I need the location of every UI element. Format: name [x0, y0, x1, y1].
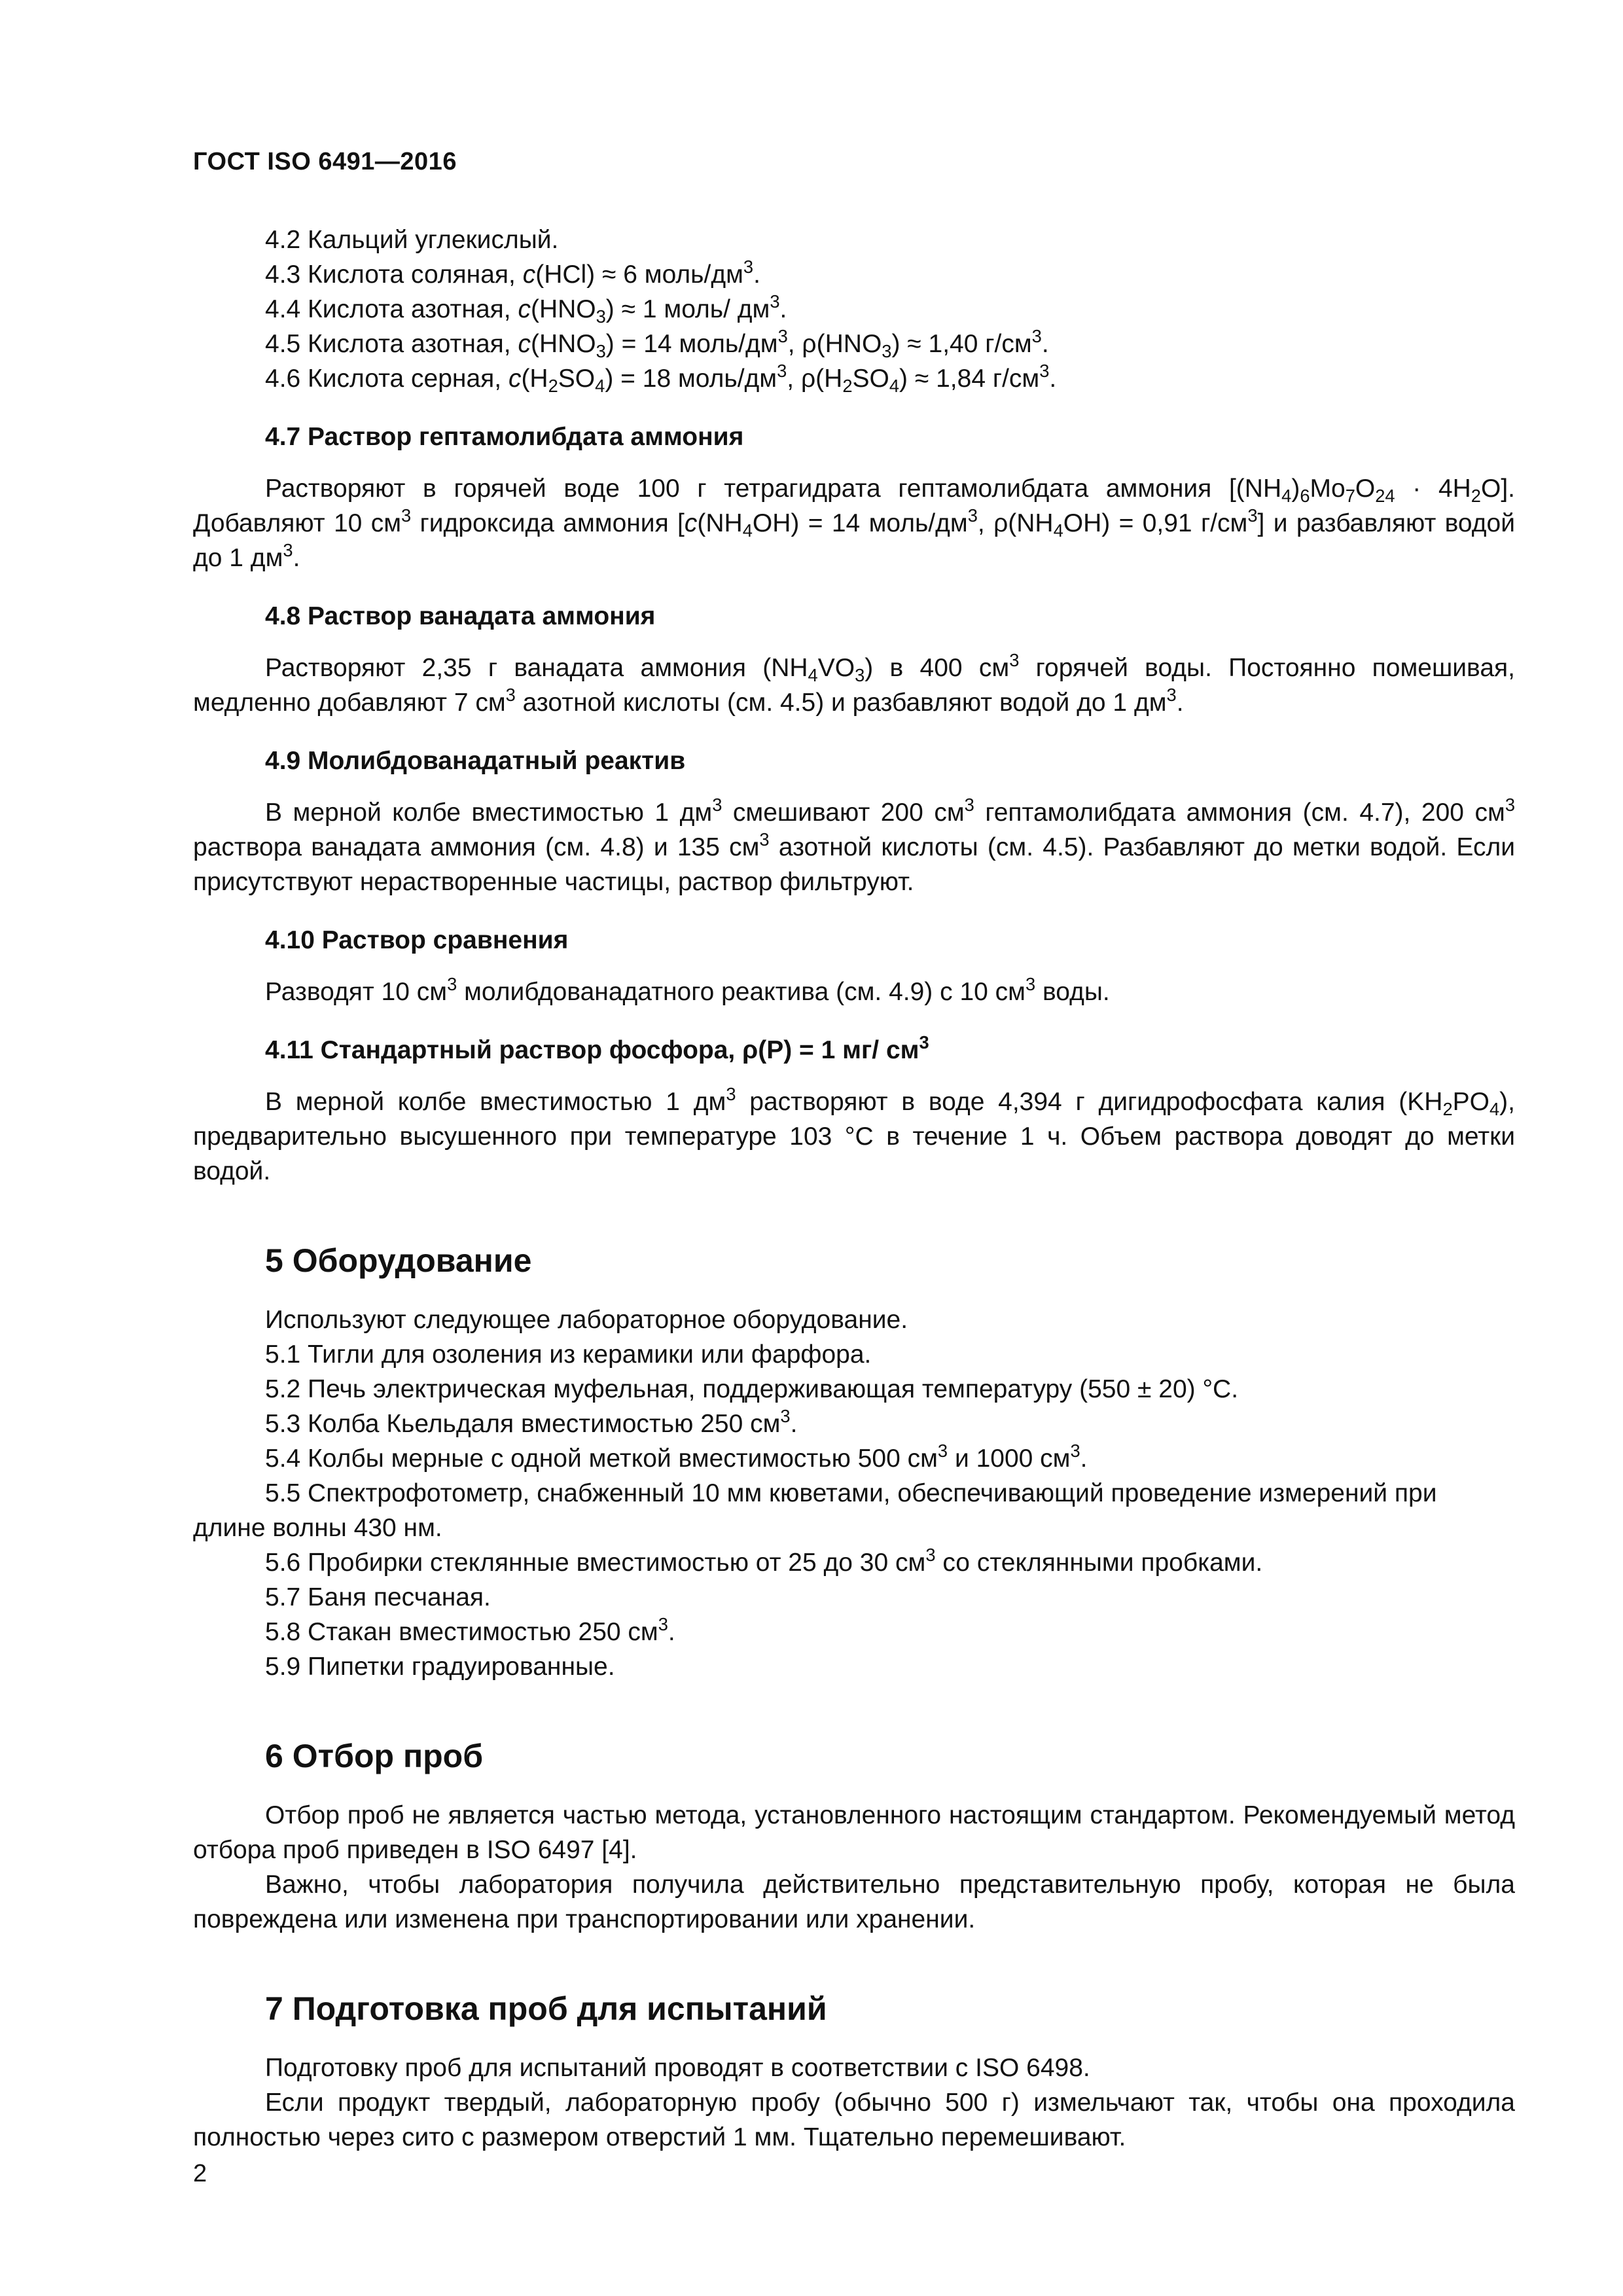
heading-4-9: 4.9 Молибдованадатный реактив	[265, 747, 686, 775]
section-7-paragraph-1: Подготовку проб для испытаний проводят в соответствии с ISO 6498.	[265, 2054, 1090, 2082]
section-5-heading: 5 Оборудование	[265, 1242, 532, 1279]
item-4-6: 4.6 Кислота серная, $c(H_2SO_4) = 18$ моль/$дм^3$, $\rho(H_2SO_4) \approx 1,84$ $г/см^3$.	[265, 361, 1057, 397]
item-5-8: 5.8 Стакан вместимостью 250 $см^3$.	[265, 1614, 675, 1646]
item-4-2: 4.2 Кальций углекислый.	[265, 226, 559, 254]
item-4-3: 4.3 Кислота соляная, c(HCl) ≈ 6 моль/$дм^3$.	[265, 257, 760, 289]
section-5-intro: Используют следующее лабораторное оборудование.	[265, 1306, 908, 1334]
heading-4-8: 4.8 Раствор ванадата аммония	[265, 602, 656, 630]
item-5-7: 5.7 Баня песчаная.	[265, 1583, 491, 1611]
paragraph-4-11: В мерной колбе вместимостью 1 $дм^3$ растворяют в воде 4,394 г дигидрофосфата калия $(KH_2PO_4)$, предварительно высушенного при температуре 103 °C в течение 1 ч. Объем раствора доводят до метки водой.	[193, 1084, 1515, 1185]
item-5-5: 5.5 Спектрофотометр, снабженный 10 мм кюветами, обеспечивающий проведение измерений при длине волны 430 нм.	[193, 1479, 1437, 1542]
paragraph-4-10: Разводят 10 $см^3$ молибдованадатного реактива (см. 4.9) с 10 $см^3$ воды.	[265, 974, 1110, 1006]
section-6-heading: 6 Отбор проб	[265, 1738, 484, 1774]
section-7-heading: 7 Подготовка проб для испытаний	[265, 1990, 827, 2027]
heading-4-11: 4.11 Стандартный раствор фосфора, ρ(P) = 1 мг/ $см^3$	[265, 1032, 929, 1064]
page-number: 2	[193, 2160, 207, 2187]
paragraph-4-9: В мерной колбе вместимостью 1 $дм^3$ смешивают 200 $см^3$ гептамолибдата аммония (см. 4.7), 200 $см^3$ раствора ванадата аммония (см. 4.8) и 135 $см^3$ азотной кислоты (см. 4.5). Разбавляют до метки водой. Если присутствуют нерастворенные частицы, раствор фильтруют.	[193, 795, 1515, 896]
item-5-4: 5.4 Колбы мерные с одной меткой вместимостью 500 $см^3$ и 1000 $см^3$.	[265, 1441, 1088, 1473]
heading-4-10: 4.10 Раствор сравнения	[265, 926, 569, 954]
item-5-6: 5.6 Пробирки стеклянные вместимостью от 25 до 30 $см^3$ со стеклянными пробками.	[265, 1545, 1263, 1577]
document-header: ГОСТ ISO 6491—2016	[193, 148, 457, 175]
item-5-9: 5.9 Пипетки градуированные.	[265, 1653, 615, 1681]
item-5-3: 5.3 Колба Кьельдаля вместимостью 250 $см^3$.	[265, 1406, 798, 1438]
document-body	[193, 223, 1515, 2155]
heading-4-7: 4.7 Раствор гептамолибдата аммония	[265, 423, 744, 451]
item-5-2: 5.2 Печь электрическая муфельная, поддерживающая температуру (550 ± 20) °C.	[265, 1375, 1239, 1403]
item-5-1: 5.1 Тигли для озоления из керамики или фарфора.	[265, 1340, 872, 1369]
section-6-paragraph-2: Важно, чтобы лаборатория получила действительно представительную пробу, которая не была повреждена или изменена при транспортировании или хранении.	[193, 1871, 1515, 1933]
section-6-paragraph-1: Отбор проб не является частью метода, установленного настоящим стандартом. Рекомендуемый метод отбора проб приведен в ISO 6497 [4].	[193, 1801, 1515, 1864]
item-4-4: 4.4 Кислота азотная, $c(HNO_3) \approx 1$ моль/ $дм^3$.	[265, 291, 787, 327]
section-7-paragraph-2: Если продукт твердый, лабораторную пробу (обычно 500 г) измельчают так, чтобы она проходила полностью через сито с размером отверстий 1 мм. Тщательно перемешивают.	[193, 2089, 1515, 2151]
item-4-5: 4.5 Кислота азотная, $c(HNO_3) = 14$ моль/$дм^3$, $\rho(HNO_3) \approx 1,40$ $г/см^3$.	[265, 326, 1049, 362]
paragraph-4-8: Растворяют 2,35 г ванадата аммония $(NH_4VO_3)$ в 400 $см^3$ горячей воды. Постоянно помешивая, медленно добавляют 7 $см^3$ азотной кислоты (см. 4.5) и разбавляют водой до 1 $дм^3$.	[193, 650, 1515, 717]
paragraph-4-7: Растворяют в горячей воде 100 г тетрагидрата гептамолибдата аммония $[(NH_4)_6Mo_7O_{24} \cdot 4H_2O]$. Добавляют 10 $см^3$ гидроксида аммония [$c(NH_4OH) = 14$ моль/$дм^3$, $\rho(NH_4OH) = 0,91$ $г/см^3$] и разбавляют водой до 1 $дм^3$.	[193, 475, 1515, 572]
